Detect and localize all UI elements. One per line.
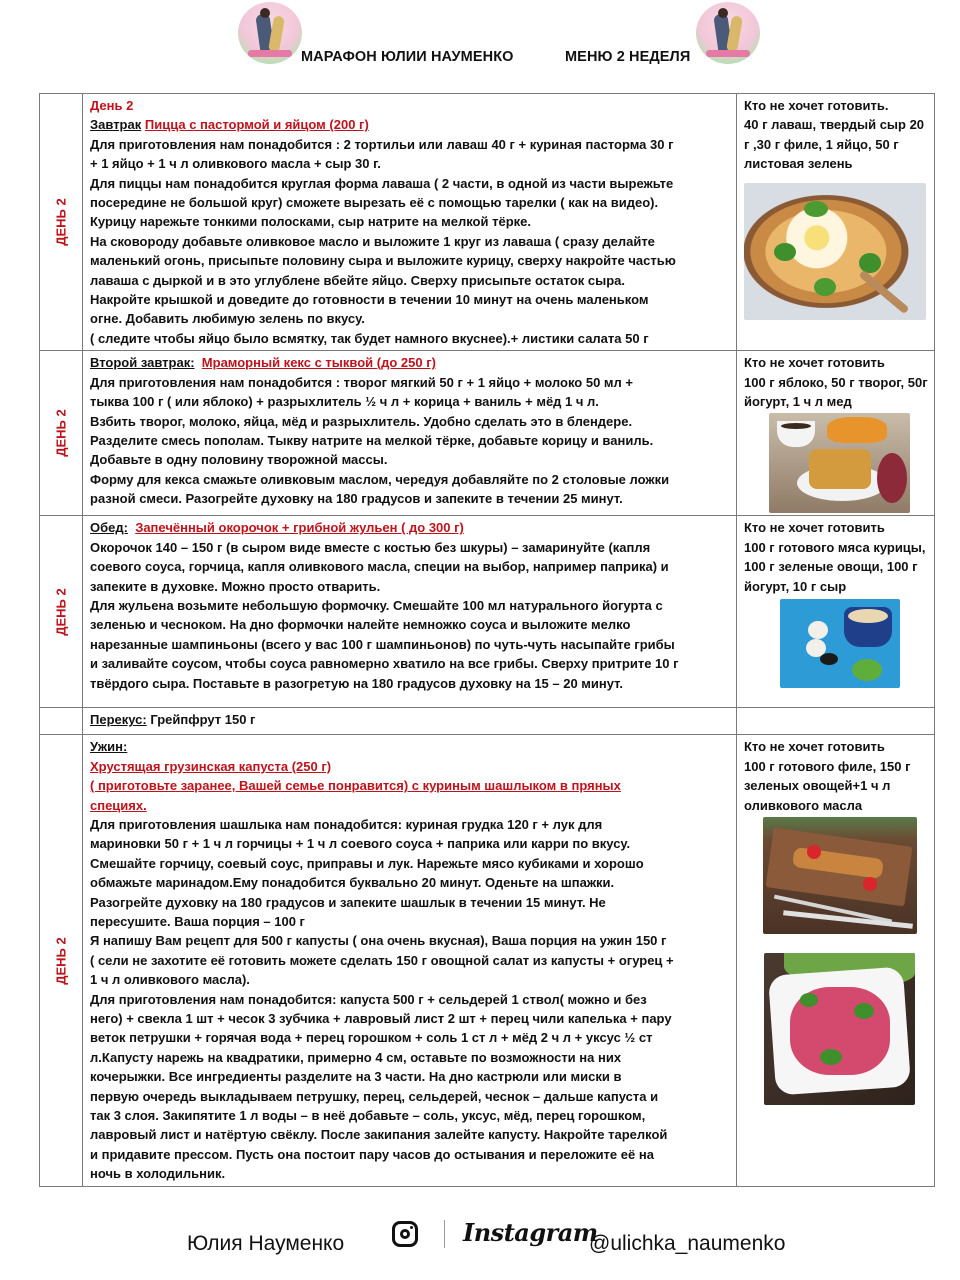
- week-title: МЕНЮ 2 НЕДЕЛЯ: [565, 49, 691, 65]
- instagram-wordmark: Instagram: [463, 1218, 598, 1247]
- recipe-cell: [83, 735, 737, 1187]
- text-line: посередине не большой круг) сможете вырезать её с помощью тарелки ( как на видео).: [90, 195, 659, 211]
- text-line: Окорочок 140 – 150 г (в сыром виде вместе с костью без шкуры) – замаринуйте (капля: [90, 539, 651, 555]
- recipe-text: [90, 135, 730, 348]
- alternative-cell: [737, 708, 935, 735]
- text-line: него) + свекла 1 шт + чесок 3 зубчика + лавровый лист 2 шт + перец чили капелька + пару: [90, 1010, 672, 1026]
- text-line: Разогрейте духовку на 180 градусов и запеките шашлык в течении 15 минут. Не: [90, 894, 606, 910]
- alternative-text: 100 г готового филе, 150 г зеленых овощей+1 ч л оливкового масла: [744, 758, 911, 813]
- marathon-logo-icon: [238, 2, 302, 64]
- text-line: Я напишу Вам рецепт для 500 г капусты ( она очень вкусная), Ваша порция на ужин 150 г: [90, 933, 667, 949]
- recipe-text: [90, 538, 730, 693]
- text-line: лаваша с дыркой и в это углублене вбейте яйцо. Сверху присыпьте остаток сыра.: [90, 272, 625, 288]
- footer-divider: [444, 1220, 445, 1248]
- text-line: Для приготовления нам понадобится : творог мягкий 50 г + 1 яйцо + молоко 50 мл +: [90, 374, 633, 390]
- text-line: маленький огонь, присыпьте половину сыра и выложите курицу, сверху накройте частью: [90, 253, 676, 269]
- julienne-photo: [780, 599, 900, 688]
- text-line: л.Капусту нарежь на квадратики, примерно 4 см, оставьте по возможности на них: [90, 1049, 622, 1065]
- meal-label: Завтрак: [90, 117, 142, 133]
- meal-label: Ужин:: [90, 739, 128, 755]
- alternative-cell: [737, 735, 935, 1187]
- text-line: пересушите. Ваша порция – 100 г: [90, 913, 305, 929]
- meal-label: Перекус:: [90, 712, 147, 728]
- day-cell: [40, 735, 83, 1187]
- text-line: Форму для кекса смажьте оливковым маслом, чередуя добавляйте по 2 столовые ложки: [90, 471, 670, 487]
- dish-title: Запечённый окорочок + грибной жульен ( до 300 г): [135, 520, 464, 536]
- table-row-dinner: [40, 735, 935, 1187]
- day-label: ДЕНЬ 2: [53, 409, 69, 458]
- day-cell: [40, 351, 83, 516]
- day-heading: День 2: [90, 98, 134, 113]
- menu-table: [39, 93, 935, 1187]
- meal-label: Обед:: [90, 520, 128, 536]
- dish-title: [90, 757, 730, 815]
- text-line: Для приготовления нам понадобится : 2 тортильи или лаваш 40 г + куриная пасторма 30 г: [90, 136, 674, 152]
- text-line: специях.: [90, 797, 147, 813]
- text-line: Для приготовления шашлыка нам понадобится: куриная грудка 120 г + лук для: [90, 816, 603, 832]
- text-line: Взбить творог, молоко, яйца, мёд и разрыхлитель. Удобно сделать это в блендере.: [90, 413, 633, 429]
- text-line: огне. Добавить любимую зелень по вкусу.: [90, 311, 365, 327]
- day-label: ДЕНЬ 2: [53, 588, 69, 636]
- text-line: нарезанные шампиньоны (всего у вас 100 г шампиньонов) по чуть-чуть насыпайте грибы: [90, 636, 675, 652]
- alternative-text: 100 г яблоко, 50 г творог, 50г йогурт, 1 ч л мед: [744, 374, 928, 410]
- instagram-handle[interactable]: @ulichka_naumenko: [589, 1232, 786, 1255]
- alternative-text: 100 г готового мяса курицы, 100 г зеленые овощи, 100 г йогурт, 10 г сыр: [744, 539, 926, 594]
- day-cell: [40, 516, 83, 708]
- alternative-title: Кто не хочет готовить: [744, 739, 885, 755]
- day-label: ДЕНЬ 2: [53, 198, 69, 246]
- text-line: Добавьте в одну половину творожной массы.: [90, 452, 388, 468]
- text-line: обмажьте маринадом.Ему понадобится буквально 20 минут. Оденьте на шпажки.: [90, 875, 615, 891]
- page-title: МАРАФОН ЮЛИИ НАУМЕНКО: [301, 49, 514, 65]
- text-line: ( следите чтобы яйцо было всмятку, так будет намного вкуснее).+ листики салата 50 г: [90, 330, 649, 346]
- text-line: Для жульена возьмите небольшую формочку. Смешайте 100 мл натурального йогурта с: [90, 597, 663, 613]
- alternative-title: Кто не хочет готовить: [744, 520, 885, 536]
- author-name: Юлия Науменко: [187, 1232, 345, 1255]
- meal-label: Второй завтрак:: [90, 355, 195, 371]
- text-line: соевого соуса, горчица, капля оливкового масла, специи на выбор, например паприка) и: [90, 559, 669, 575]
- text-line: + 1 яйцо + 1 ч л оливкового масла + сыр 30 г.: [90, 156, 381, 172]
- text-line: ночь в холодильник.: [90, 1166, 226, 1182]
- recipe-cell: [83, 516, 737, 708]
- alternative-title: Кто не хочет готовить: [744, 355, 885, 371]
- text-line: лавровый лист и натёртую свёклу. После закипания залейте капусту. Накройте тарелкой: [90, 1127, 668, 1143]
- dish-title: Мраморный кекс с тыквой (до 250 г): [201, 355, 436, 371]
- text-line: кочерыжки. Все ингредиенты разделите на 3 части. На дно кастрюли или миски в: [90, 1069, 622, 1085]
- text-line: и придавите прессом. Пусть она постоит пару часов до остывания и переложите её на: [90, 1146, 654, 1162]
- table-row-second-breakfast: [40, 351, 935, 516]
- text-line: Разделите смесь пополам. Тыкву натрите на мелкой тёрке, добавьте корицу и ваниль.: [90, 432, 654, 448]
- table-row-snack: [40, 708, 935, 735]
- text-line: На сковороду добавьте оливковое масло и выложите 1 круг из лаваша ( сразу делайте: [90, 233, 655, 249]
- instagram-icon[interactable]: [392, 1221, 418, 1247]
- text-line: первую очередь выкладываем петрушку, перец, сельдерей, чеснок – дальше капуста и: [90, 1088, 659, 1104]
- dish-title: Пицца с пастормой и яйцом (200 г): [144, 117, 369, 133]
- georgian-cabbage-photo: [764, 953, 915, 1105]
- day-label: ДЕНЬ 2: [53, 937, 69, 985]
- pizza-photo: [744, 183, 926, 320]
- marathon-logo-icon: [696, 2, 760, 64]
- text-line: Смешайте горчицу, соевый соус, приправы и лук. Нарежьте мясо кубиками и хорошо: [90, 855, 644, 871]
- text-line: запеките в духовке. Можно просто отварить.: [90, 578, 381, 594]
- text-line: Для пиццы нам понадобится круглая форма лаваша ( 2 части, в одной из части вырежьте: [90, 175, 674, 191]
- snack-cell: [83, 708, 737, 735]
- text-line: веток петрушки + горячая вода + перец горошком + соль 1 ст л + мёд 2 ч л + уксус ½ ст: [90, 1030, 653, 1046]
- alternative-cell: [737, 351, 935, 516]
- day-cell: [40, 708, 83, 735]
- recipe-cell: [83, 94, 737, 351]
- text-line: зеленью и чесноком. На дно формочки налейте немножко соуса и выложите мелко: [90, 617, 631, 633]
- pumpkin-cake-photo: [769, 413, 910, 513]
- alternative-cell: [737, 94, 935, 351]
- text-line: Курицу нарежьте тонкими полосками, сыр натрите на мелкой тёрке.: [90, 214, 531, 230]
- day-cell: [40, 94, 83, 351]
- text-line: и заливайте соусом, чтобы соуса равномерно хватило на все грибы. Сверху притрите 10 г: [90, 656, 679, 672]
- chicken-skewers-photo: [763, 817, 917, 934]
- table-row-breakfast: [40, 94, 935, 351]
- text-line: твёрдого сыра. Поставьте в разогретую на 180 градусов духовку на 15 – 20 минут.: [90, 675, 623, 691]
- alternative-cell: [737, 516, 935, 708]
- text-line: так 3 слоя. Закипятите 1 л воды – в неё добавьте – соль, уксус, мёд, перец горошком,: [90, 1108, 646, 1123]
- text-line: Для приготовления нам понадобится: капуста 500 г + сельдерей 1 ствол( можно и без: [90, 991, 647, 1007]
- recipe-text: [90, 815, 730, 1184]
- recipe-cell: [83, 351, 737, 516]
- text-line: тыква 100 г ( или яблоко) + разрыхлитель ½ ч л + корица + ваниль + мёд 1 ч л.: [90, 394, 599, 410]
- text-line: ( сели не захотите её готовить можете сделать 150 г овощной салат из капусты + огурец +: [90, 952, 674, 968]
- snack-text: Грейпфрут 150 г: [150, 712, 256, 728]
- text-line: Хрустящая грузинская капуста (250 г): [90, 758, 332, 774]
- text-line: 1 ч л оливкового масла).: [90, 972, 250, 988]
- recipe-text: [90, 373, 730, 509]
- table-row-lunch: [40, 516, 935, 708]
- text-line: ( приготовьте заранее, Вашей семье понравится) с куриным шашлыком в пряных: [90, 778, 621, 794]
- alternative-title: Кто не хочет готовить.: [744, 98, 889, 113]
- text-line: мариновки 50 г + 1 ч л горчицы + 1 ч л соевого соуса + паприка или карри по вкусу.: [90, 836, 631, 852]
- text-line: Накройте крышкой и доведите до готовности в течении 10 минут на очень маленьком: [90, 292, 649, 308]
- text-line: разной смеси. Разогрейте духовку на 180 градусов и запеките в течении 25 минут.: [90, 491, 623, 507]
- alternative-text: 40 г лаваш, твердый сыр 20 г ,30 г филе, 1 яйцо, 50 г листовая зелень: [744, 117, 925, 172]
